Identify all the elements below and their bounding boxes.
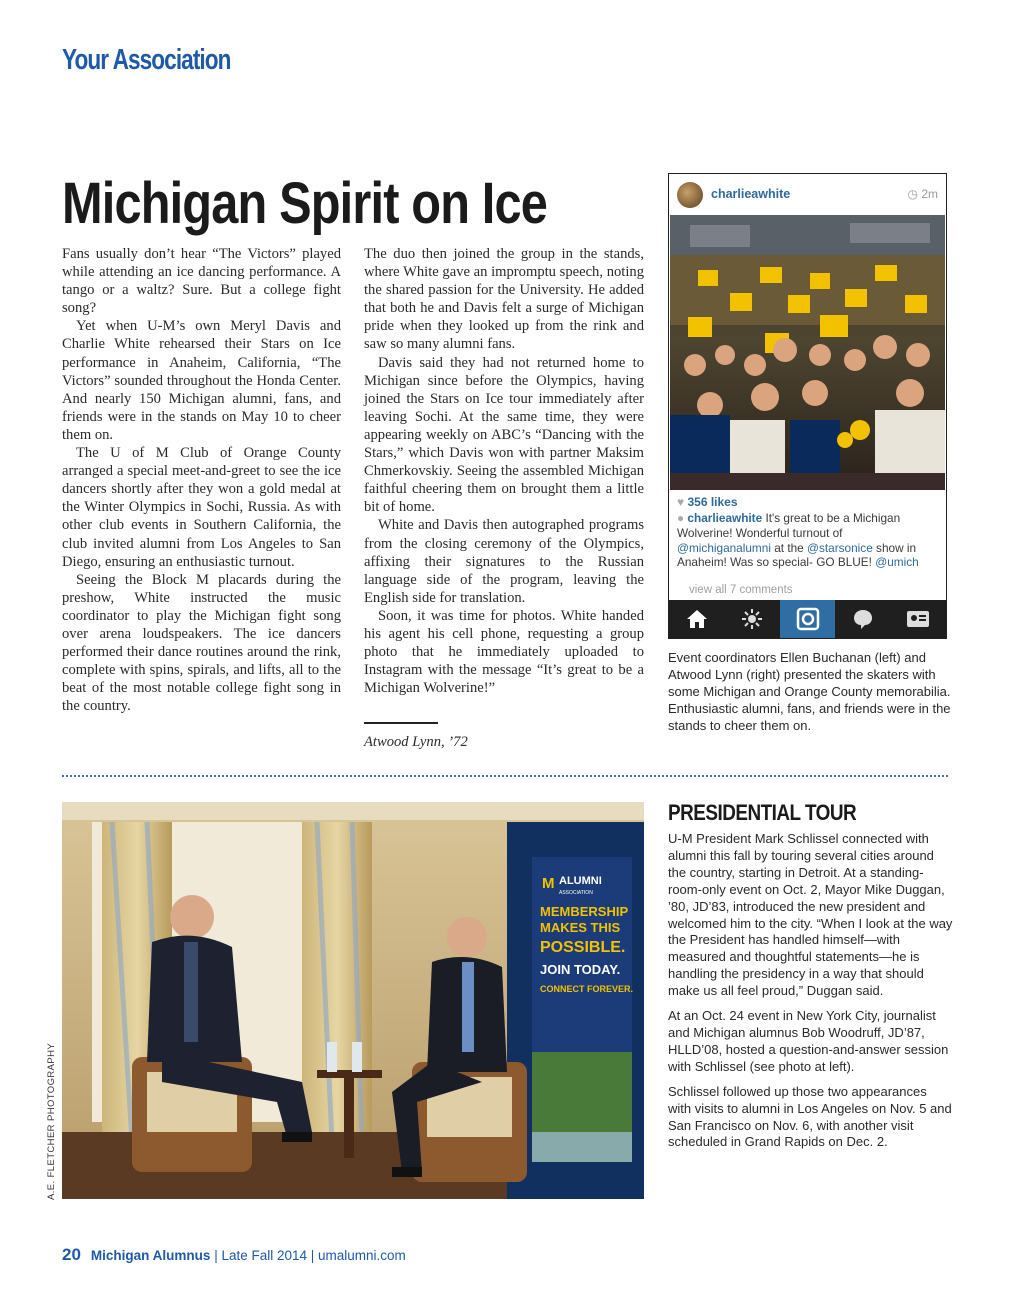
caption-text: It's great to be a Michigan Wolverine! Wonderful turnout of [677, 511, 901, 540]
paragraph: Schlissel followed up those two appearances with visits to alumni in Los Angeles on Nov. 5 and San Francisco on Nov. 6, with another visit scheduled in Grand Rapids on Dec. 2. [668, 1083, 952, 1150]
byline: Atwood Lynn, ’72 [364, 734, 468, 750]
explore-icon [741, 608, 763, 630]
interview-photo [62, 802, 644, 1199]
activity-icon [852, 608, 874, 630]
article-column-1 [62, 245, 341, 715]
post-time-label: 2m [921, 187, 938, 201]
svg-text:M: M [542, 875, 555, 892]
banner-line: POSSIBLE. [540, 939, 626, 956]
footer-info: | Late Fall 2014 | umalumni.com [210, 1248, 406, 1263]
page-title: Michigan Spirit on Ice [62, 171, 548, 236]
heart-icon: ♥ [677, 495, 685, 509]
tab-explore[interactable] [724, 600, 779, 638]
post-caption [677, 511, 939, 570]
instagram-post [668, 173, 947, 639]
presidential-tour-photo [62, 802, 644, 1199]
instagram-username[interactable]: charlieawhite [711, 187, 791, 201]
banner-sub: ASSOCIATION [559, 890, 593, 896]
sidebar-title: PRESIDENTIAL TOUR [668, 800, 857, 825]
paragraph: Soon, it was time for photos. White handed his agent his cell phone, requesting a group photo that he immediately uploaded to Instagram with the message “It’s great to be a Michigan Wolverine!” [364, 607, 644, 697]
photo-credit: A.E. FLETCHER PHOTOGRAPHY [46, 1042, 57, 1200]
page-footer [62, 1245, 406, 1265]
post-time [908, 187, 939, 201]
publication-name: Michigan Alumnus [90, 1248, 211, 1263]
tab-activity[interactable] [835, 600, 890, 638]
section-divider [62, 775, 948, 777]
page-number: 20 [62, 1245, 81, 1264]
paragraph: U-M President Mark Schlissel connected with alumni this fall by touring several cities around the country, starting in Detroit. At a standing-room-only event on Oct. 2, Mayor Mike Duggan, ’80, JD’83, introduced the new president and welcomed him to the city. “When I look at the way the President has handled himself—with measured and thoughtful statements—he is handling the presidency in a way that should make us all feel proud,” Duggan said. [668, 831, 953, 999]
photo-caption: Event coordinators Ellen Buchanan (left) and Atwood Lynn (right) presented the skaters with some Michigan and Orange County memorabilia. Enthusiastic alumni, fans, and friends were in the stands to cheer them on. [668, 650, 951, 733]
banner-brand: ALUMNI [559, 875, 602, 887]
mention-link[interactable]: @starsonice [807, 540, 873, 555]
paragraph: At an Oct. 24 event in New York City, journalist and Michigan alumnus Bob Woodruff, JD’87, HLLD’08, hosted a question-and-answer session with Schlissel (see photo at left). [668, 1008, 949, 1074]
view-comments-link[interactable]: view all 7 comments [689, 584, 793, 596]
paragraph: Yet when U-M’s own Meryl Davis and Charlie White rehearsed their Stars on Ice performance in Anaheim, California, “The Victors” sounded throughout the Honda Center. And nearly 150 Michigan alumni, fans, and friends were in the stands on May 10 to cheer them on. [62, 318, 341, 443]
comment-icon: ● [677, 511, 685, 525]
instagram-header [669, 174, 946, 215]
sidebar-text [668, 831, 953, 1159]
clock-icon: ◷ [907, 187, 918, 201]
paragraph: Seeing the Block M placards during the preshow, White instructed the music coordinator to play the Michigan fight song over arena loudspeakers. The ice dancers performed their dance routines around the rink, complete with spins, spirals, and lifts, all to the beat of the most notable college fight song in the country. [62, 571, 341, 715]
profile-icon [906, 610, 930, 628]
section-label: Your Association [62, 44, 231, 76]
paragraph: The duo then joined the group in the stands, where White gave an impromptu speech, noting the shared passion for the University. He added that both he and Davis felt a surge of Michigan pride when they looked up from the rink and saw so many alumni fans. [364, 246, 644, 353]
article-column-2 [364, 245, 644, 697]
instagram-tab-bar [669, 600, 946, 638]
camera-icon [796, 607, 820, 631]
instagram-photo[interactable] [670, 215, 945, 490]
paragraph: White and Davis then autographed programs from the closing ceremony of the Olympics, affixing their signatures to the Russian language side of the program, leaving the English side for translation. [364, 517, 644, 606]
home-icon [686, 609, 708, 629]
banner-line: CONNECT FOREVER. [540, 984, 634, 994]
byline-rule [364, 722, 438, 724]
banner-line: MAKES THIS [540, 920, 621, 935]
paragraph: The U of M Club of Orange County arranged a special meet-and-greet to see the ice dancers shortly after they won a gold medal at the Winter Olympics in Sochi, Russia. As with other club events in Southern California, the club invited alumni from Los Angeles to San Diego, ensuring an enthusiastic turnout. [62, 445, 341, 570]
mention-link[interactable]: @michiganalumni [677, 540, 771, 555]
crowd-photo [670, 215, 945, 490]
caption-username[interactable]: charlieawhite [687, 511, 763, 525]
paragraph: Davis said they had not returned home to Michigan since before the Olympics, having joined the Stars on Ice tour immediately after leaving Sochi. At the same time, they were appearing weekly on ABC’s “Dancing with the Stars,” which Davis won with partner Maksim Chmerkovskiy. Seeing the assembled Michigan faithful cheering them on brought them a little bit of home. [364, 354, 644, 516]
paragraph: Fans usually don’t hear “The Victors” played while attending an ice dancing performance. A tango or a waltz? Sure. But a college fight song? [62, 246, 341, 317]
likes-count[interactable] [677, 495, 738, 509]
mention-link[interactable]: @umich [875, 555, 919, 570]
caption-text: show in Anaheim! Was so special- GO BLUE! [677, 540, 917, 570]
tab-profile[interactable] [891, 600, 946, 638]
banner-line: JOIN TODAY. [540, 962, 621, 977]
avatar[interactable] [677, 182, 703, 208]
caption-text: at the [770, 540, 808, 555]
tab-camera[interactable] [780, 600, 835, 638]
likes-label: 356 likes [687, 495, 738, 509]
banner-line: MEMBERSHIP [540, 904, 629, 919]
tab-home[interactable] [669, 600, 724, 638]
